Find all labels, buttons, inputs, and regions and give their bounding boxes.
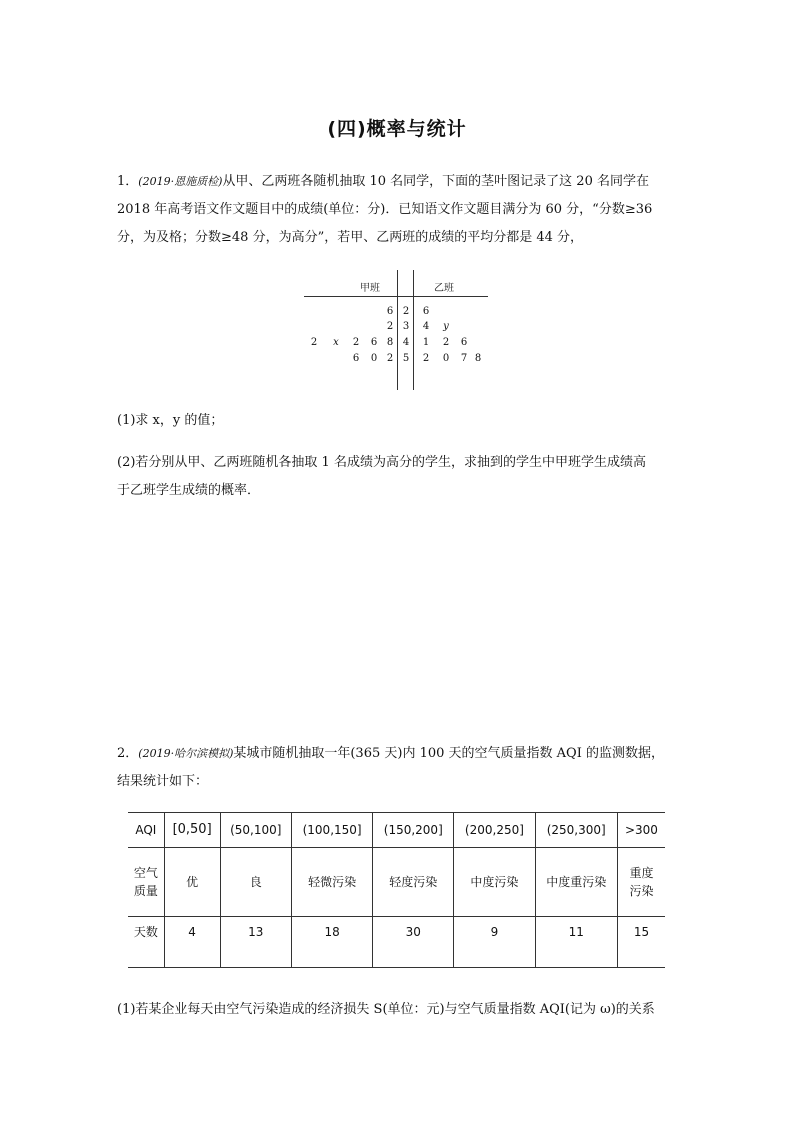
leaf-right: 2 [422,353,430,364]
table-cell: (250,300] [535,813,617,848]
leaf-left: 6 [352,353,360,364]
page-title: (四)概率与统计 [327,118,467,140]
leaf-right: 7 [460,353,468,364]
leaf-right: 8 [474,353,482,364]
table-cell: 轻度污染 [373,848,454,917]
cell-line: 质量 [133,884,158,898]
question-number: 2． [117,746,139,761]
leaf-left: 2 [386,321,394,332]
cell-line: 重度 [629,866,654,880]
leaf-left: 2 [310,337,318,348]
question-2-line-2: 结果统计如下： [117,774,209,789]
table-cell [128,848,164,917]
leaf-right: 0 [442,353,450,364]
table-cell: 4 [164,917,220,968]
question-2-line-1-text: 某城市随机抽取一年(365 天)内 100 天的空气质量指数 AQI 的监测数据， [233,746,664,761]
leaf-right: 6 [460,337,468,348]
question-1-part-2-line-1: (2)若分别从甲、乙两班随机各抽取 1 名成绩为高分的学生，求抽到的学生中甲班学生成绩高 [117,455,646,470]
table-row-quality [128,848,665,917]
leaf-left: 6 [370,337,378,348]
question-1-line-1 [117,168,677,196]
table-cell: 轻微污染 [292,848,373,917]
table-cell: (50,100] [220,813,291,848]
table-cell: 天数 [128,917,164,968]
question-source: (2019·哈尔滨模拟) [138,747,234,760]
stem-value: 2 [402,306,410,317]
question-source: (2019·恩施质检) [138,175,223,188]
leaf-right: y [443,321,449,332]
leaf-left: 2 [386,353,394,364]
question-1-line-1-text: 从甲、乙两班各随机抽取 10 名同学，下面的茎叶图记录了这 20 名同学在 [222,174,649,189]
leaf-right: 2 [442,337,450,348]
plot-header-right: 乙班 [434,283,454,294]
table-cell: AQI [128,813,164,848]
table-cell: 中度污染 [454,848,535,917]
table-cell: 13 [220,917,291,968]
question-2-part-1: (1)若某企业每天由空气污染造成的经济损失 S(单位：元)与空气质量指数 AQI(记为 ω)的关系 [117,1002,655,1017]
leaf-right: 1 [422,337,430,348]
table-row-aqi [128,813,665,848]
table-cell: 30 [373,917,454,968]
table-cell: >300 [617,813,665,848]
plot-header-line [304,296,488,297]
table-cell: 良 [220,848,291,917]
leaf-left: 6 [386,306,394,317]
table-cell: (150,200] [373,813,454,848]
leaf-right: 4 [422,321,430,332]
plot-divider-right [413,270,414,390]
table-cell: 18 [292,917,373,968]
leaf-right: 6 [422,306,430,317]
stem-leaf-plot [300,270,490,392]
table-cell: 中度重污染 [535,848,617,917]
stem-value: 5 [402,353,410,364]
question-2-text [117,740,677,796]
question-1-part-2 [117,449,677,505]
table-cell: 9 [454,917,535,968]
leaf-left: 0 [370,353,378,364]
cell-line: 污染 [629,884,654,898]
question-2-line-1 [117,740,677,768]
plot-divider-left [397,270,398,390]
table-row-days [128,917,665,968]
leaf-left: 2 [352,337,360,348]
table-cell: [0,50] [164,813,220,848]
question-1-part-2-line-2: 于乙班学生成绩的概率． [117,483,261,498]
table-cell [617,848,665,917]
table-cell: (100,150] [292,813,373,848]
question-1-text [117,168,677,252]
leaf-left: 8 [386,337,394,348]
table-cell: 11 [535,917,617,968]
question-1-line-2: 2018 年高考语文作文题目中的成绩(单位：分)．已知语文作文题目满分为 60 分，“分数≥36 [117,202,653,217]
aqi-table [128,812,665,968]
stem-value: 4 [402,337,410,348]
table-cell: (200,250] [454,813,535,848]
stem-value: 3 [402,321,410,332]
table-cell: 15 [617,917,665,968]
question-number: 1． [117,174,139,189]
plot-header-left: 甲班 [360,283,380,294]
question-1-line-3: 分，为及格；分数≥48 分，为高分”，若甲、乙两班的成绩的平均分都是 44 分， [117,230,584,245]
table-cell: 优 [164,848,220,917]
question-1-part-1: (1)求 x，y 的值； [117,413,224,428]
leaf-left: x [333,337,339,348]
cell-line: 空气 [133,866,158,880]
